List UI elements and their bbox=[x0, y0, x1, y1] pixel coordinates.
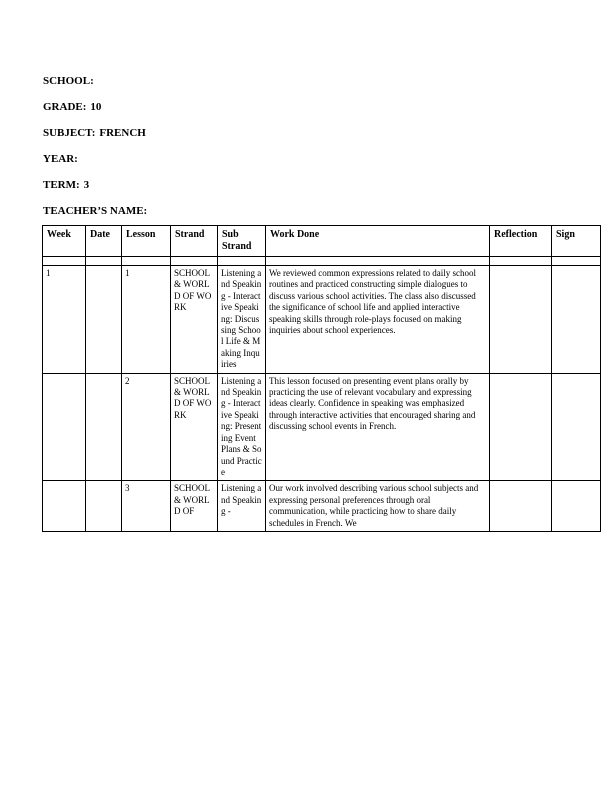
week-cell bbox=[43, 481, 86, 532]
school-field bbox=[43, 75, 98, 88]
sub-strand-cell: Listening and Speaking - Interactive Speaking: Discussing School Life & Making Inquiries bbox=[218, 266, 266, 374]
sub-strand-cell: Listening and Speaking - Interactive Speaking: Presenting Event Plans & Sound Practice bbox=[218, 373, 266, 481]
date-cell bbox=[86, 266, 122, 374]
table-header-row bbox=[43, 226, 601, 257]
sub-strand-cell: Listening and Speaking - bbox=[218, 481, 266, 532]
grade-value: 10 bbox=[90, 101, 102, 113]
date-cell bbox=[86, 481, 122, 532]
column-header-sign: Sign bbox=[552, 226, 601, 257]
work-done-cell: This lesson focused on presenting event plans orally by practicing the use of relevant vocabulary and expressing ideas clearly. Confidence in speaking was emphasized through interactive activities that encouraged sharing and discussing school events in French. bbox=[266, 373, 490, 481]
lesson-cell: 1 bbox=[122, 266, 171, 374]
reflection-cell bbox=[490, 266, 552, 374]
sign-cell bbox=[552, 373, 601, 481]
subject-value: FRENCH bbox=[99, 127, 146, 139]
grade-field bbox=[43, 101, 101, 114]
teacher-name-label: TEACHER’S NAME: bbox=[43, 205, 148, 217]
subject-label: SUBJECT: bbox=[43, 127, 96, 139]
column-header-date: Date bbox=[86, 226, 122, 257]
subject-field bbox=[43, 127, 146, 140]
term-label: TERM: bbox=[43, 179, 80, 191]
column-header-lesson: Lesson bbox=[122, 226, 171, 257]
table-row bbox=[43, 481, 601, 532]
week-cell bbox=[43, 373, 86, 481]
lesson-cell: 3 bbox=[122, 481, 171, 532]
column-header-work-done: Work Done bbox=[266, 226, 490, 257]
column-header-strand: Strand bbox=[171, 226, 218, 257]
term-field bbox=[43, 179, 89, 192]
reflection-cell bbox=[490, 481, 552, 532]
reflection-cell bbox=[490, 373, 552, 481]
week-cell: 1 bbox=[43, 266, 86, 374]
teacher-name-field bbox=[43, 205, 151, 218]
work-done-cell: Our work involved describing various school subjects and expressing personal preferences through oral communication, while practicing how to share daily schedules in French. We bbox=[266, 481, 490, 532]
date-cell bbox=[86, 373, 122, 481]
strand-cell: SCHOOL & WORLD OF WORK bbox=[171, 266, 218, 374]
year-field bbox=[43, 153, 82, 166]
table-row bbox=[43, 266, 601, 374]
strand-cell: SCHOOL & WORLD OF bbox=[171, 481, 218, 532]
table-spacer-row bbox=[43, 257, 601, 266]
lesson-cell: 2 bbox=[122, 373, 171, 481]
school-label: SCHOOL: bbox=[43, 75, 94, 87]
table-row bbox=[43, 373, 601, 481]
strand-cell: SCHOOL & WORLD OF WORK bbox=[171, 373, 218, 481]
grade-label: GRADE: bbox=[43, 101, 87, 113]
term-value: 3 bbox=[83, 179, 90, 191]
work-done-cell: We reviewed common expressions related to daily school routines and practiced constructing simple dialogues to discuss various school activities. The class also discussed the significance of school life and applied interactive speaking skills through role-plays focused on making inquiries about school experiences. bbox=[266, 266, 490, 374]
column-header-week: Week bbox=[43, 226, 86, 257]
sign-cell bbox=[552, 481, 601, 532]
column-header-sub-strand: Sub Strand bbox=[218, 226, 266, 257]
year-label: YEAR: bbox=[43, 153, 78, 165]
column-header-reflection: Reflection bbox=[490, 226, 552, 257]
sign-cell bbox=[552, 266, 601, 374]
record-of-work-table bbox=[42, 225, 601, 532]
